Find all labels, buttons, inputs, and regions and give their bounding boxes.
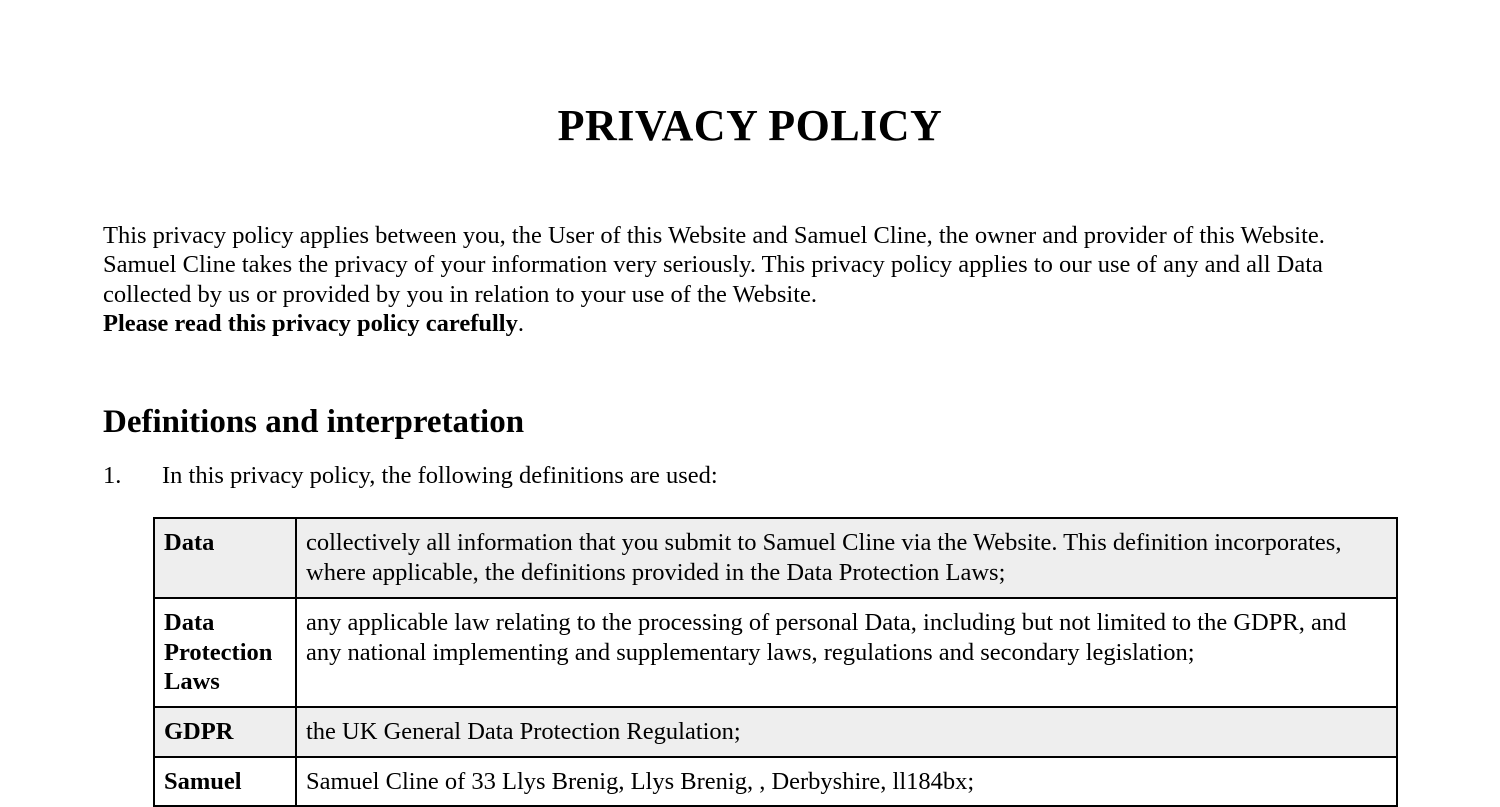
table-row [154,518,1397,598]
term-cell: GDPR [154,707,296,757]
definition-cell: collectively all information that you submit to Samuel Cline via the Website. This definition incorporates, where applicable, the definitions provided in the Data Protection Laws; [296,518,1397,598]
intro-text: This privacy policy applies between you, the User of this Website and Samuel Cline, the owner and provider of this Website. Samuel Cline takes the privacy of your information very seriously. This privacy policy applies to our use of any and all Data collected by us or provided by you in relation to your use of the Website. [103,222,1325,308]
definitions-table [153,517,1398,807]
table-row [154,757,1397,807]
table-row [154,707,1397,757]
definition-cell: any applicable law relating to the processing of personal Data, including but not limited to the GDPR, and any national implementing and supplementary laws, regulations and secondary legislation; [296,598,1397,707]
item-text: In this privacy policy, the following definitions are used: [162,462,718,489]
term-cell: Data Protection Laws [154,598,296,707]
intro-paragraph [103,221,1393,338]
read-carefully-notice: Please read this privacy policy carefully [103,309,518,337]
table-row [154,598,1397,707]
notice-end: . [517,309,524,337]
definition-cell: the UK General Data Protection Regulation; [296,707,1397,757]
term-cell: Samuel [154,757,296,807]
section-heading: Definitions and interpretation [103,404,525,440]
page-title: PRIVACY POLICY [557,101,943,150]
term-cell: Data [154,518,296,598]
definition-cell: Samuel Cline of 33 Llys Brenig, Llys Brenig, , Derbyshire, ll184bx; [296,757,1397,807]
item-number: 1. [103,462,122,489]
list-item-1 [103,462,718,490]
